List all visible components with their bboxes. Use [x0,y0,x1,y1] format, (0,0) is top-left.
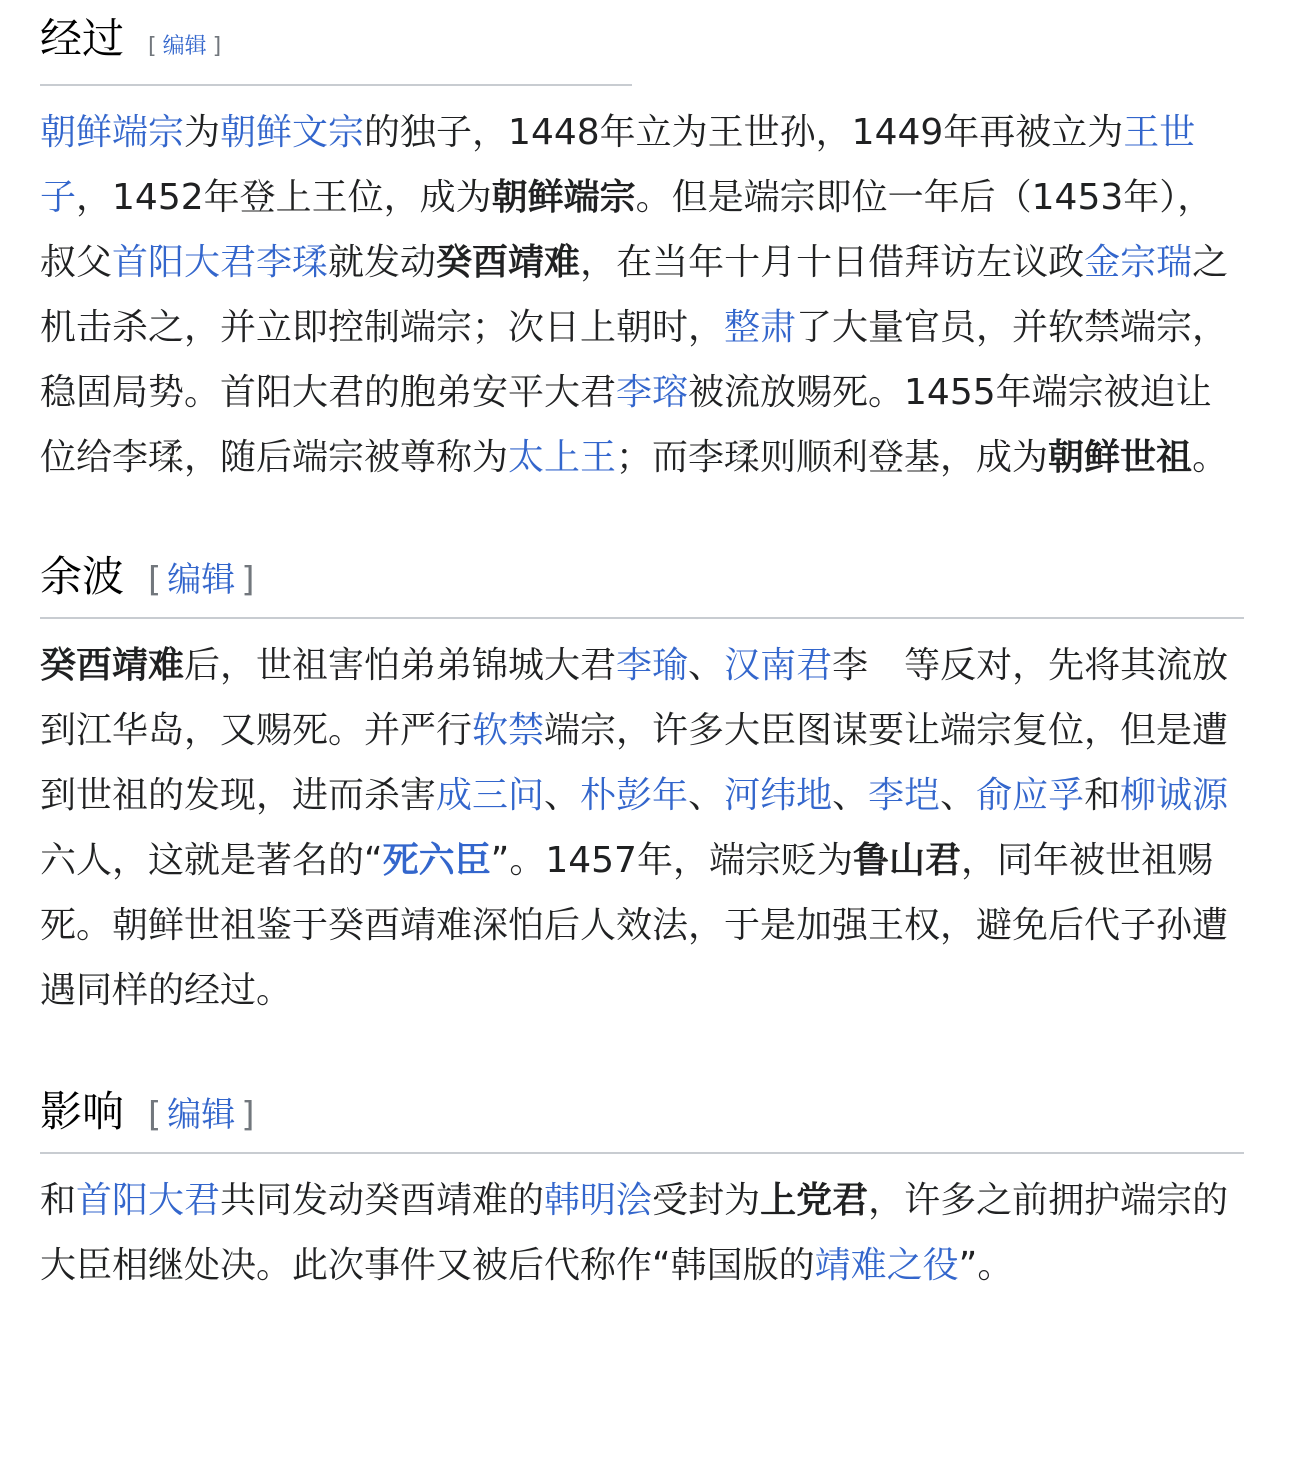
text-run: ；而李瑈则顺利登基，成为 [616,437,1049,478]
text-run: 被流放赐死。1455年端宗被迫让位给李瑈，随后端宗被尊称为 [40,372,1212,478]
bold-term: 朝鲜端宗 [491,177,636,218]
bold-term: 癸酉靖难 [40,645,185,686]
section-course [40,0,1244,490]
text-run: 和 [1084,775,1121,816]
text-run: ，许多之前拥护端宗的大臣相继处决。此次事件又被后代称作“韩国版的 [40,1180,1229,1286]
text-run: 就发动 [328,242,437,283]
text-run: 了大量官员，并软禁端宗，稳固局势。首阳大君的胞弟安平大君 [40,307,1229,413]
text-run: 。 [1192,437,1229,478]
bold-term: 朝鲜世祖 [1048,437,1193,478]
text-run: ，在当年十月十日借拜访左议政 [580,242,1085,283]
wiki-link[interactable]: 靖难之役 [814,1245,959,1286]
text-run: 六人，这就是著名的“ [40,840,383,881]
section-aftermath [40,550,1244,1023]
wiki-link[interactable]: 朝鲜端宗 [40,112,185,153]
text-run: 后，世祖害怕弟弟锦城大君 [184,645,617,686]
text-run: 的独子，1448年立为王世孙，1449年再被立为 [364,112,1124,153]
wiki-link[interactable]: 太上王 [508,437,617,478]
section-heading [40,0,632,86]
text-run: 、 [832,775,869,816]
wiki-link[interactable]: 软禁 [472,710,545,751]
wiki-link[interactable]: 死六臣 [382,840,491,881]
wiki-link[interactable]: 整肃 [724,307,797,348]
wiki-link[interactable]: 李瑜 [616,645,689,686]
section-impact [40,1085,1244,1298]
wiki-link[interactable]: 李瑢 [616,372,689,413]
text-run: 共同发动癸酉靖难的 [220,1180,545,1221]
wiki-link[interactable]: 李垲 [868,775,941,816]
section-title: 影响 [40,1087,125,1136]
wiki-link[interactable]: 朝鲜文宗 [220,112,365,153]
edit-section-control: [ 编辑 ] [148,34,222,59]
wiki-link[interactable]: 成三问 [436,775,545,816]
text-run: 。但是端宗即位一年后（1453年），叔父 [40,177,1214,283]
wiki-link[interactable]: 金宗瑞 [1084,242,1193,283]
section-paragraph [40,633,1244,1023]
bold-term: 癸酉靖难 [436,242,581,283]
wiki-link[interactable]: 朴彭年 [580,775,689,816]
text-run: ，1452年登上王位，成为 [76,177,492,218]
edit-section-control: [ 编辑 ] [148,560,255,600]
text-run: 受封为 [652,1180,761,1221]
text-run: 、 [940,775,977,816]
text-run: ”。1457年，端宗贬为 [490,840,853,881]
text-run: 端宗，许多大臣图谋要让端宗复位，但是遭到世祖的发现，进而杀害 [40,710,1229,816]
wiki-link[interactable]: 俞应孚 [976,775,1085,816]
edit-link[interactable]: 编辑 [162,34,207,59]
bold-term: 上党君 [760,1180,869,1221]
wiki-link[interactable]: 韩明浍 [544,1180,653,1221]
text-run: 之机击杀之，并立即控制端宗；次日上朝时， [40,242,1229,348]
wiki-link[interactable]: 柳诚源 [1120,775,1229,816]
edit-link[interactable]: 编辑 [167,560,236,600]
section-heading [40,1085,1244,1154]
text-run: ，同年被世祖赐死。朝鲜世祖鉴于癸酉靖难深怕后人效法，于是加强王权，避免后代子孙遭遇同样的经过。 [40,840,1229,1011]
text-run: 为 [184,112,221,153]
text-run: 李 等反对，先将其流放到江华岛，又赐死。并严行 [40,645,1229,751]
section-title: 经过 [40,14,125,63]
text-run: ”。 [958,1245,1014,1286]
text-run: 、 [688,775,725,816]
edit-link[interactable]: 编辑 [167,1095,236,1135]
edit-section-control: [ 编辑 ] [148,1095,255,1135]
wiki-link[interactable]: 首阳大君李瑈 [112,242,329,283]
text-run: 和 [40,1180,77,1221]
section-heading [40,550,1244,619]
text-run: 、 [688,645,725,686]
section-paragraph [40,100,1244,490]
wiki-link[interactable]: 河纬地 [724,775,833,816]
section-paragraph [40,1168,1244,1298]
wiki-link[interactable]: 首阳大君 [76,1180,221,1221]
wiki-link[interactable]: 汉南君 [724,645,833,686]
section-title: 余波 [40,552,125,601]
text-run: 、 [544,775,581,816]
bold-term: 鲁山君 [852,840,961,881]
wiki-link[interactable]: 王世子 [40,112,1196,218]
